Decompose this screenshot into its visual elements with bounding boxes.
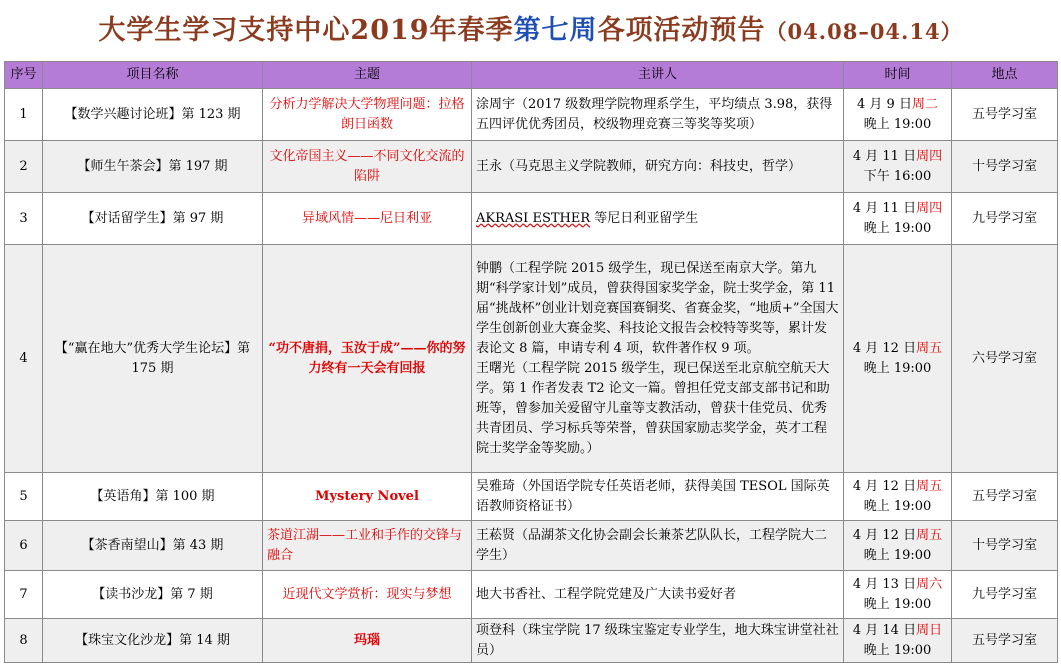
row-hour: 晚上 19:00 [863,360,932,376]
col-header-time: 时间 [844,62,952,89]
row-time [844,473,952,521]
row-time [844,193,952,245]
row-place: 十号学习室 [952,141,1058,193]
speaker-name-latin: AKRASI ESTHER [476,210,591,226]
row-place: 五号学习室 [952,619,1058,663]
row-project: 【珠宝文化沙龙】第 14 期 [43,619,263,663]
row-date: 4 月 12 日 [852,527,917,543]
row-weekday: 周日 [916,622,943,638]
row-no: 1 [5,89,43,141]
row-no: 2 [5,141,43,193]
row-time [844,571,952,619]
row-hour: 晚上 19:00 [863,116,932,132]
row-speaker: 吴雅琦（外国语学院专任英语老师，获得美国 TESOL 国际英语教师资格证书） [472,473,844,521]
row-date: 4 月 14 日 [852,622,917,638]
row-place: 五号学习室 [952,89,1058,141]
row-hour: 晚上 19:00 [863,498,932,514]
row-theme: “功不唐捐，玉汝于成”——你的努力终有一天会有回报 [263,245,472,473]
row-weekday: 周五 [916,478,943,494]
row-place: 十号学习室 [952,521,1058,571]
title-week: 第七周 [513,15,598,46]
row-speaker [472,245,844,473]
row-project: 【对话留学生】第 97 期 [43,193,263,245]
row-weekday: 周六 [916,576,943,592]
row-theme: 异域风情——尼日利亚 [263,193,472,245]
table-row [5,473,1058,521]
row-place: 九号学习室 [952,193,1058,245]
row-time [844,245,952,473]
row-date: 4 月 11 日 [852,200,917,216]
row-time [844,521,952,571]
row-place: 五号学习室 [952,473,1058,521]
table-row [5,619,1058,663]
row-hour: 晚上 19:00 [863,220,932,236]
row-weekday: 周五 [916,527,943,543]
title-dates: （04.08–04.14） [765,19,963,44]
row-theme: 分析力学解决大学物理问题：拉格朗日函数 [263,89,472,141]
row-weekday: 周二 [911,96,938,112]
row-time [844,89,952,141]
table-row [5,245,1058,473]
row-no: 3 [5,193,43,245]
header-row [5,62,1058,89]
table-row [5,521,1058,571]
row-place: 六号学习室 [952,245,1058,473]
row-project: 【“赢在地大”优秀大学生论坛】第 175 期 [43,245,263,473]
row-date: 4 月 12 日 [852,340,917,356]
col-header-place: 地点 [952,62,1058,89]
table-row [5,89,1058,141]
row-date: 4 月 11 日 [852,148,917,164]
row-no: 8 [5,619,43,663]
col-header-no: 序号 [5,62,43,89]
row-weekday: 周四 [916,200,943,216]
row-speaker: 涂周宇（2017 级数理学院物理系学生，平均绩点 3.98，获得五四评优优秀团员，校级物理竞赛三等奖等奖项） [472,89,844,141]
row-no: 6 [5,521,43,571]
title-main: 大学生学习支持中心2019年春季 [98,15,514,46]
row-no: 7 [5,571,43,619]
row-weekday: 周四 [916,148,943,164]
row-date: 4 月 13 日 [852,576,917,592]
row-place: 九号学习室 [952,571,1058,619]
row-project: 【数学兴趣讨论班】第 123 期 [43,89,263,141]
title-suffix: 各项活动预告 [597,15,766,46]
row-hour: 晚上 19:00 [863,547,932,563]
row-theme: 文化帝国主义——不同文化交流的陷阱 [263,141,472,193]
row-theme: Mystery Novel [263,473,472,521]
row-project: 【师生午茶会】第 197 期 [43,141,263,193]
speaker-rest: 等尼日利亚留学生 [590,210,699,226]
row-theme: 近现代文学赏析：现实与梦想 [263,571,472,619]
row-no: 5 [5,473,43,521]
row-hour: 晚上 19:00 [863,642,932,658]
row-time [844,141,952,193]
row-project: 【读书沙龙】第 7 期 [43,571,263,619]
row-hour: 下午 16:00 [863,168,932,184]
row-hour: 晚上 19:00 [863,596,932,612]
row-no: 4 [5,245,43,473]
col-header-theme: 主题 [263,62,472,89]
row-theme: 茶道江湖——工业和手作的交锋与融合 [263,521,472,571]
row-project: 【英语角】第 100 期 [43,473,263,521]
table-row [5,571,1058,619]
col-header-project: 项目名称 [43,62,263,89]
row-date: 4 月 12 日 [852,478,917,494]
schedule-table [4,61,1058,663]
row-speaker: 地大书香社、工程学院党建及广大读书爱好者 [472,571,844,619]
speaker-paragraph-2: 王曙光（工程学院 2015 级学生，现已保送至北京航空航天大学。第 1 作者发表 T2 论文一篇。曾担任党支部支部书记和助班等，曾参加关爱留守儿童等支教活动，曾获十佳党员、优秀共青团员、学习标兵等荣誉，曾获国家励志奖学金，英才工程院士奖学金等奖励。） [476,360,830,456]
row-speaker: 项登科（珠宝学院 17 级珠宝鉴定专业学生，地大珠宝讲堂社社员） [472,619,844,663]
row-speaker [472,193,844,245]
row-theme: 玛瑙 [263,619,472,663]
page-title [0,8,1061,47]
row-date: 4 月 9 日 [857,96,912,112]
row-speaker: 王菘贤（品湖茶文化协会副会长兼茶艺队队长，工程学院大二学生） [472,521,844,571]
row-time [844,619,952,663]
table-row [5,193,1058,245]
row-weekday: 周五 [916,340,943,356]
speaker-paragraph-1: 钟鹏（工程学院 2015 级学生，现已保送至南京大学。第九期“科学家计划”成员，曾获得国家奖学金，院士奖学金，第 11 届“挑战杯”创业计划竞赛国赛铜奖、省赛金奖，“地质+”全国大学生创新创业大赛金奖、科技论文报告会校特等奖等，累计发表论文 8 篇，申请专利 4 项，软件著作权 9 项。 [476,260,839,356]
row-speaker: 王永（马克思主义学院教师，研究方向：科技史，哲学） [472,141,844,193]
col-header-speaker: 主讲人 [472,62,844,89]
row-project: 【茶香南望山】第 43 期 [43,521,263,571]
table-row [5,141,1058,193]
